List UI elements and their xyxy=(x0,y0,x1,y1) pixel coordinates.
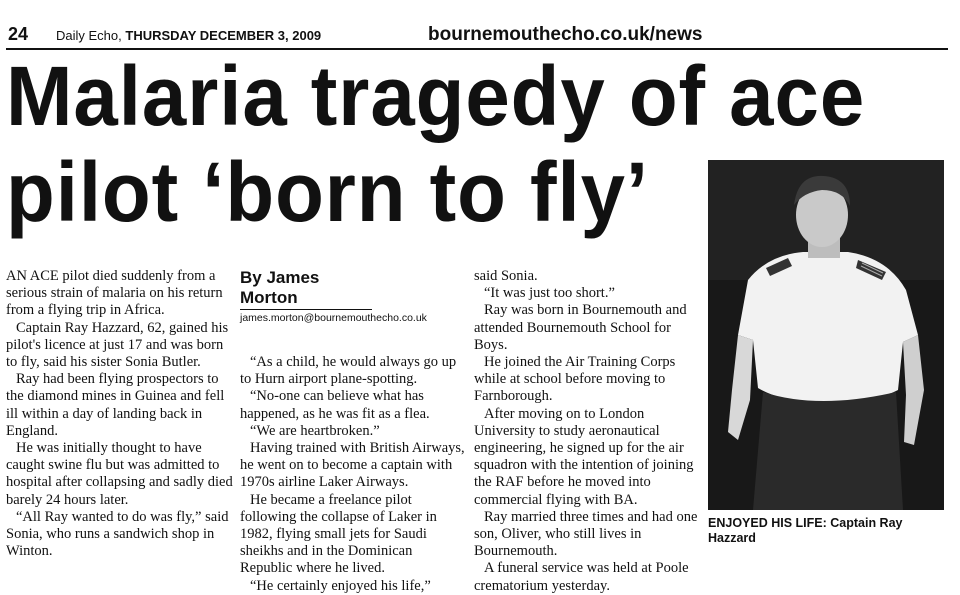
issue-date: THURSDAY DECEMBER 3, 2009 xyxy=(125,28,322,43)
byline-email[interactable]: james.morton@bournemouthecho.co.uk xyxy=(240,312,427,324)
paragraph: He was initially thought to have caught swine flu but was admitted to hospital after collapsing and sadly died barely 24 hours later. xyxy=(6,440,233,508)
paragraph: A funeral service was held at Poole crematorium yesterday. xyxy=(474,560,689,594)
byline-author: By James Morton xyxy=(240,268,372,310)
paragraph: He joined the Air Training Corps while at school before moving to Farnborough. xyxy=(474,354,676,405)
paragraph: Ray had been flying prospectors to the diamond mines in Guinea and fell ill within a day of landing back in England. xyxy=(6,371,225,439)
headline-line-1: Malaria tragedy of ace xyxy=(6,49,866,143)
site-url[interactable]: bournemouthecho.co.uk/news xyxy=(428,24,703,45)
pilot-portrait-image xyxy=(708,160,944,510)
paragraph: said Sonia. xyxy=(474,268,538,284)
paragraph: After moving on to London University to study aeronautical engineering, he signed up for the air squadron with the intention of joining the RAF before he moved into commercial flying with BA. xyxy=(474,405,694,508)
paragraph: Ray married three times and had one son, Oliver, who still lives in Bournemouth. xyxy=(474,508,698,560)
paragraph: Captain Ray Hazzard, 62, gained his pilot's licence at just 17 and was born to fly, said his sister Sonia Butler. xyxy=(6,319,229,371)
paragraph: “He certainly enjoyed his life,” xyxy=(250,577,431,594)
paragraph: Having trained with British Airways, he went on to become a captain with 1970s airline Laker Airways. xyxy=(240,440,465,491)
paragraph: He became a freelance pilot following the collapse of Laker in 1982, flying small jets for Saudi sheikhs and in the Dominican Republic where he lived. xyxy=(240,491,437,577)
paragraph: “As a child, he would always go up to Hurn airport plane-spotting. xyxy=(240,354,457,388)
article-column-2 xyxy=(240,268,468,595)
paper-name: Daily Echo, xyxy=(56,28,122,43)
paragraph: “All Ray wanted to do was fly,” said Sonia, who runs a sandwich shop in Winton. xyxy=(6,508,229,560)
paragraph: Ray was born in Bournemouth and attended Bournemouth School for Boys. xyxy=(474,302,687,353)
paragraph: “We are heartbroken.” xyxy=(250,422,380,439)
page-header xyxy=(0,0,960,50)
pilot-photo xyxy=(708,160,944,510)
article-column-3 xyxy=(474,268,702,595)
photo-caption: ENJOYED HIS LIFE: Captain Ray Hazzard xyxy=(708,516,903,545)
article-column-1 xyxy=(6,268,234,560)
headline-line-2: pilot ‘born to fly’ xyxy=(6,145,650,239)
paragraph: “It was just too short.” xyxy=(484,285,615,302)
paragraph: AN ACE pilot died suddenly from a serious strain of malaria on his return from a flying trip in Africa. xyxy=(6,268,223,319)
paper-dateline xyxy=(56,28,321,43)
paragraph: “No-one can believe what has happened, as he was fit as a flea. xyxy=(240,388,430,422)
page-number: 24 xyxy=(8,24,29,44)
